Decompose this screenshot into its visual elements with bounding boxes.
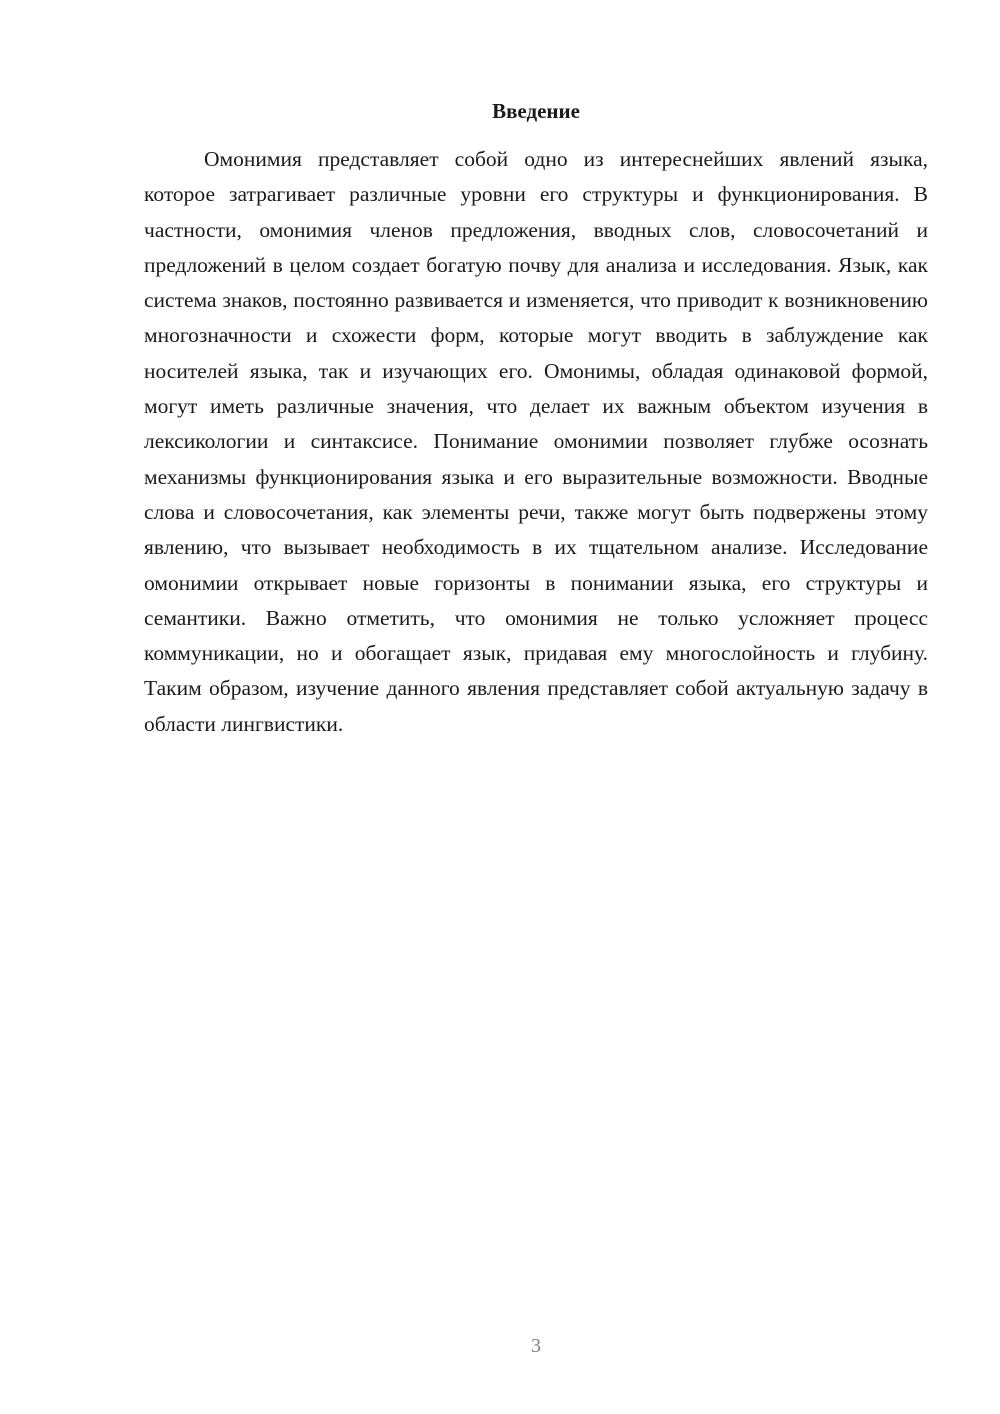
body-paragraph: Омонимия представляет собой одно из интереснейших явлений языка, которое затрагивает различные уровни его структуры и функционирования. В частности, омонимия членов предложения, вводных слов, словосочетаний и предложений в целом создает богатую почву для анализа и исследования. Язык, как система знаков, постоянно развивается и изменяется, что приводит к возникновению многозначности и схожести форм, которые могут вводить в заблуждение как носителей языка, так и изучающих его. Омонимы, обладая одинаковой формой, могут иметь различные значения, что делает их важным объектом изучения в лексикологии и синтаксисе. Понимание омонимии позволяет глубже осознать механизмы функционирования языка и его выразительные возможности. Вводные слова и словосочетания, как элементы речи, также могут быть подвержены этому явлению, что вызывает необходимость в их тщательном анализе. Исследование омонимии открывает новые горизонты в понимании языка, его структуры и семантики. Важно отметить, что омонимия не только усложняет процесс коммуникации, но и обогащает язык, придавая ему многослойность и глубину. Таким образом, изучение данного явления представляет собой актуальную задачу в области лингвистики. <box>144 147 928 736</box>
page-number: 3 <box>531 1335 541 1357</box>
section-heading: Введение <box>492 99 580 123</box>
